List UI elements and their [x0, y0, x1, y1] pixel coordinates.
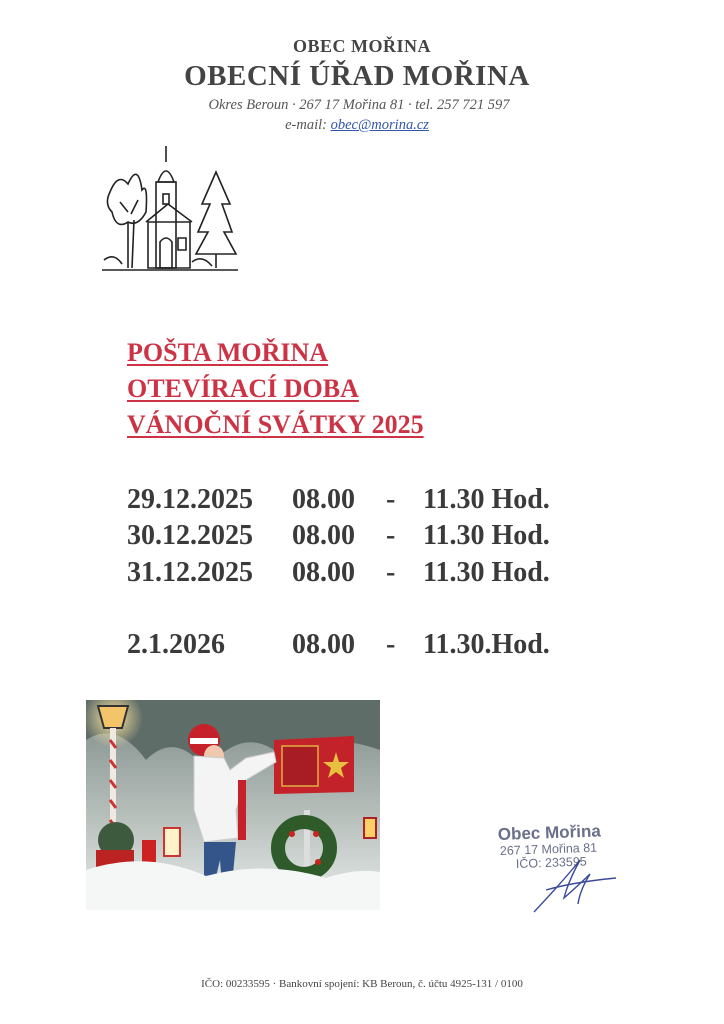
title-line-1: POŠTA MOŘINA — [127, 338, 329, 367]
schedule-date: 30.12.2025 — [127, 520, 253, 551]
schedule-open: 08.00 — [292, 557, 355, 588]
office-name: OBECNÍ ÚŘAD MOŘINA — [184, 60, 530, 92]
email-label: e-mail: — [285, 117, 327, 133]
schedule-close: 11.30.Hod. — [423, 629, 550, 660]
office-address: Okres Beroun · 267 17 Mořina 81 · tel. 257 721 597 — [208, 97, 510, 113]
church-logo — [98, 142, 240, 274]
footer-bank-info: IČO: 00233595 · Bankovní spojení: KB Beroun, č. účtu 4925-131 / 0100 — [201, 978, 523, 990]
stamp-name: Obec Mořina — [497, 821, 602, 844]
stamp-ico: IČO: 233595 — [515, 854, 587, 871]
schedule-dash: - — [386, 557, 396, 588]
email-line — [0, 117, 714, 134]
schedule-date: 2.1.2026 — [127, 629, 225, 660]
schedule-dash: - — [386, 629, 396, 660]
schedule-open: 08.00 — [292, 484, 355, 515]
schedule-dash: - — [386, 484, 396, 515]
email-link[interactable]: obec@morina.cz — [330, 117, 429, 133]
title-line-3: VÁNOČNÍ SVÁTKY 2025 — [127, 410, 424, 439]
schedule-date: 31.12.2025 — [127, 557, 253, 588]
christmas-photo — [86, 700, 380, 910]
schedule-date: 29.12.2025 — [127, 484, 253, 515]
schedule-dash: - — [386, 520, 396, 551]
schedule-close: 11.30 Hod. — [423, 484, 550, 515]
stamp-address: 267 17 Mořina 81 — [499, 840, 598, 858]
schedule-close: 11.30 Hod. — [423, 557, 550, 588]
schedule-open: 08.00 — [292, 629, 355, 660]
schedule-close: 11.30 Hod. — [423, 520, 550, 551]
schedule-open: 08.00 — [292, 520, 355, 551]
municipality-name: OBEC MOŘINA — [292, 36, 431, 56]
official-stamp — [494, 820, 634, 920]
title-line-2: OTEVÍRACÍ DOBA — [127, 374, 359, 403]
